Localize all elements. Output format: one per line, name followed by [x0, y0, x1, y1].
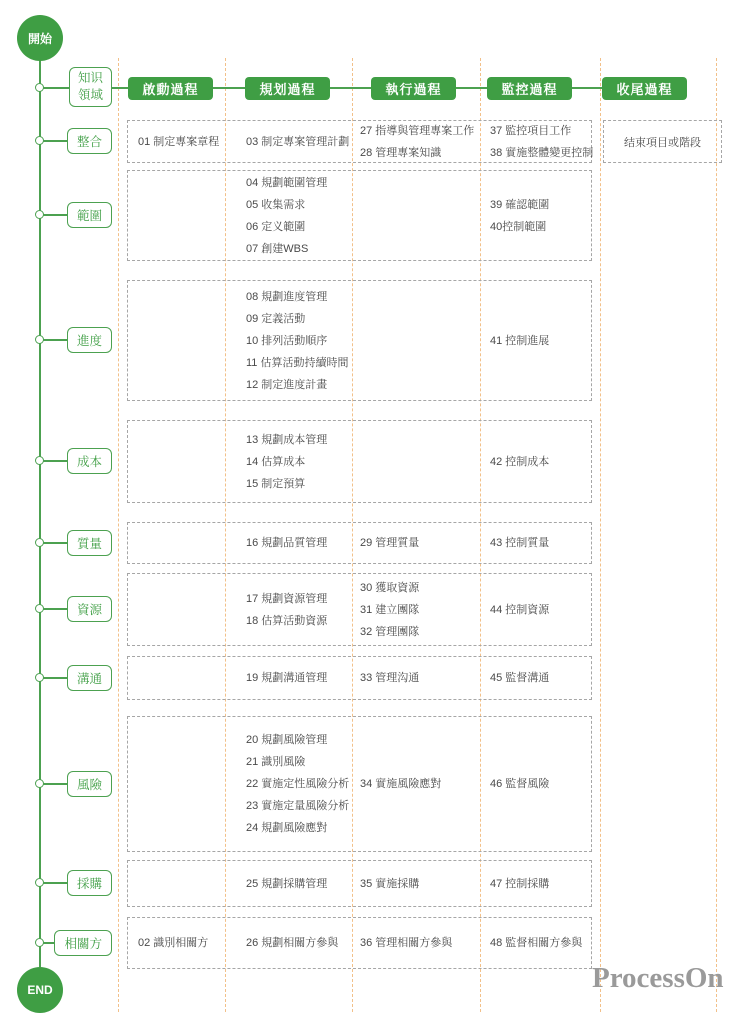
process-item: 40控制範圍 — [490, 220, 547, 233]
cell-monitoring — [481, 523, 593, 563]
process-item: 45 監督溝通 — [490, 672, 550, 684]
branch-junction-dot — [35, 604, 44, 613]
cell-monitoring — [481, 281, 593, 400]
process-item: 20 規劃風險管理 — [246, 734, 328, 746]
cell-planning — [226, 421, 353, 502]
process-item: 29 管理質量 — [360, 537, 420, 549]
matrix-row-procurement — [127, 860, 592, 907]
cell-planning — [226, 121, 353, 162]
cell-planning — [226, 171, 353, 260]
cell-monitoring — [481, 918, 593, 968]
process-item: 07 創建WBS — [246, 242, 309, 255]
row-label-communication: 溝通 — [67, 665, 112, 691]
process-item: 41 控制進展 — [490, 334, 550, 347]
row-label-stakeholder: 相關方 — [54, 930, 112, 956]
process-item: 21 識別風險 — [246, 756, 306, 768]
process-item: 18 估算活動資源 — [246, 614, 328, 627]
process-item: 36 管理相關方參與 — [360, 937, 453, 949]
process-item: 14 估算成本 — [246, 455, 306, 468]
header-connector-line — [213, 87, 245, 89]
cell-executing — [353, 657, 480, 699]
process-item: 31 建立團隊 — [360, 603, 420, 616]
process-item: 19 規劃溝通管理 — [246, 672, 328, 684]
process-item: 47 控制採購 — [490, 877, 550, 890]
header-monitoring: 監控過程 — [487, 77, 572, 100]
process-item: 44 控制資源 — [490, 603, 550, 616]
header-connector-line — [330, 87, 371, 89]
header-connector-line — [572, 87, 602, 89]
process-item: 42 控制成本 — [490, 455, 550, 468]
process-item: 06 定义範圍 — [246, 220, 306, 233]
branch-junction-dot — [35, 83, 44, 92]
cell-closing — [603, 120, 722, 163]
branch-junction-dot — [35, 779, 44, 788]
process-item: 08 規劃進度管理 — [246, 290, 328, 303]
cell-executing — [353, 918, 480, 968]
column-guide-line — [600, 58, 601, 1012]
cell-monitoring — [481, 861, 593, 906]
knowledge-area-axis-label — [69, 67, 112, 107]
branch-junction-dot — [35, 136, 44, 145]
cell-executing — [353, 861, 480, 906]
matrix-row-stakeholder — [127, 917, 592, 969]
branch-junction-dot — [35, 878, 44, 887]
process-item: 34 實施風險應對 — [360, 778, 442, 790]
process-item: 46 監督風險 — [490, 778, 550, 790]
process-item: 03 制定專案管理計劃 — [246, 135, 350, 148]
process-item: 13 規劃成本管理 — [246, 433, 328, 446]
cell-monitoring — [481, 421, 593, 502]
process-item: 22 實施定性風險分析 — [246, 778, 350, 790]
process-item: 16 規劃品質管理 — [246, 537, 328, 549]
cell-planning — [226, 523, 353, 563]
cell-monitoring — [481, 171, 593, 260]
process-item: 25 規劃採購管理 — [246, 877, 328, 890]
process-item: 17 規劃資源管理 — [246, 592, 328, 605]
column-guide-line — [118, 58, 119, 1012]
processon-watermark: ProcessOn — [592, 962, 724, 994]
cell-executing — [353, 121, 480, 162]
branch-junction-dot — [35, 673, 44, 682]
branch-junction-dot — [35, 938, 44, 947]
cell-planning — [226, 574, 353, 645]
cell-planning — [226, 657, 353, 699]
column-guide-line — [716, 58, 717, 1012]
header-closing: 收尾過程 — [602, 77, 687, 100]
matrix-row-quality — [127, 522, 592, 564]
cell-planning — [226, 281, 353, 400]
process-item: 43 控制質量 — [490, 537, 550, 549]
header-initiating: 啟動過程 — [128, 77, 213, 100]
axis-label-line2: 領域 — [77, 88, 103, 102]
branch-line — [42, 87, 72, 89]
row-label-resource: 資源 — [67, 596, 112, 622]
cell-planning — [226, 918, 353, 968]
cell-monitoring — [481, 121, 593, 162]
process-item: 09 定義活動 — [246, 312, 306, 325]
branch-junction-dot — [35, 210, 44, 219]
matrix-row-resource — [127, 573, 592, 646]
matrix-row-scope — [127, 170, 592, 261]
process-item: 39 確認範圍 — [490, 198, 550, 211]
process-item: 05 收集需求 — [246, 198, 306, 211]
process-item: 37 監控項目工作 — [490, 124, 572, 137]
process-item: 01 制定專案章程 — [138, 135, 220, 148]
row-label-quality: 質量 — [67, 530, 112, 556]
process-item: 04 規劃範圍管理 — [246, 176, 328, 189]
cell-planning — [226, 861, 353, 906]
cell-initiating — [128, 121, 226, 162]
row-label-integration: 整合 — [67, 128, 112, 154]
cell-planning — [226, 717, 353, 851]
matrix-row-risk — [127, 716, 592, 852]
cell-monitoring — [481, 657, 593, 699]
process-item: 35 實施採購 — [360, 877, 420, 890]
process-item: 15 制定預算 — [246, 477, 306, 490]
process-item: 23 實施定量風險分析 — [246, 800, 350, 812]
matrix-row-integration — [127, 120, 592, 163]
process-item: 24 規劃風險應對 — [246, 822, 328, 834]
branch-junction-dot — [35, 335, 44, 344]
cell-initiating — [128, 918, 226, 968]
process-item: 结束項目或階段 — [624, 136, 701, 149]
cell-executing — [353, 574, 480, 645]
tree-trunk-line — [39, 60, 41, 967]
row-label-cost: 成本 — [67, 448, 112, 474]
header-connector-line — [456, 87, 487, 89]
process-item: 27 指導與管理專案工作 — [360, 124, 475, 137]
process-item: 11 估算活動持續時間 — [246, 356, 349, 369]
header-planning: 規划過程 — [245, 77, 330, 100]
row-label-risk: 風險 — [67, 771, 112, 797]
matrix-row-communication — [127, 656, 592, 700]
process-item: 48 監督相關方參與 — [490, 937, 583, 949]
process-item: 38 實施整體變更控制 — [490, 146, 594, 159]
process-item: 28 管理專案知識 — [360, 146, 442, 159]
process-item: 12 制定進度計畫 — [246, 378, 328, 391]
branch-junction-dot — [35, 538, 44, 547]
cell-executing — [353, 717, 480, 851]
row-label-schedule: 進度 — [67, 327, 112, 353]
branch-junction-dot — [35, 456, 44, 465]
matrix-row-cost — [127, 420, 592, 503]
matrix-row-schedule — [127, 280, 592, 401]
cell-monitoring — [481, 717, 593, 851]
row-label-procurement: 採購 — [67, 870, 112, 896]
process-item: 26 規劃相關方參與 — [246, 937, 339, 949]
cell-monitoring — [481, 574, 593, 645]
process-item: 10 排列活動順序 — [246, 334, 328, 347]
row-label-scope: 範圍 — [67, 202, 112, 228]
start-node: 開始 — [17, 15, 63, 61]
end-node: END — [17, 967, 63, 1013]
process-item: 02 識別相關方 — [138, 937, 209, 949]
header-connector-line — [112, 87, 128, 89]
header-executing: 執行過程 — [371, 77, 456, 100]
cell-executing — [353, 523, 480, 563]
process-item: 33 管理沟通 — [360, 672, 420, 684]
process-item: 32 管理團隊 — [360, 625, 420, 638]
axis-label-line1: 知识 — [77, 71, 103, 85]
process-item: 30 獲取資源 — [360, 581, 420, 594]
